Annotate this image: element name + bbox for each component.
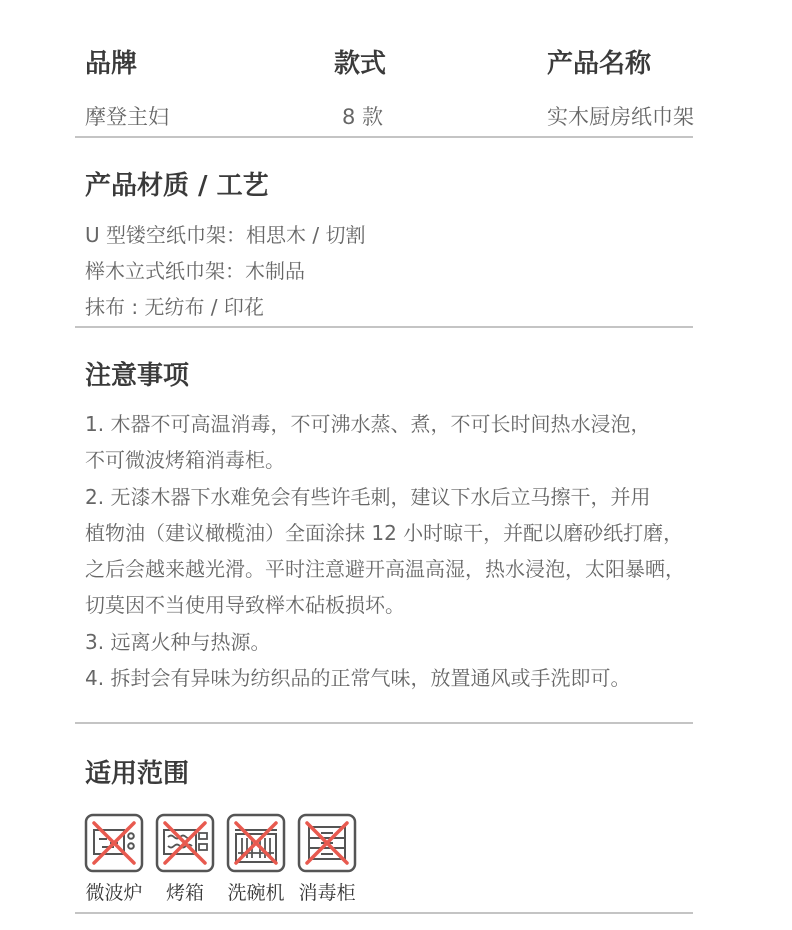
brand-label: 品牌 xyxy=(85,49,138,79)
usage-item-microwave xyxy=(84,813,144,905)
usage-label: 消毒柜 xyxy=(298,882,356,904)
oven-forbidden-icon xyxy=(155,813,215,873)
material-list xyxy=(85,217,365,325)
divider xyxy=(75,912,693,914)
note-line: 之后会越来越光滑。平时注意避开高温高湿，热水浸泡，太阳暴晒， xyxy=(85,557,685,582)
divider xyxy=(75,326,693,328)
material-line: 抹布 : 无纺布 / 印花 xyxy=(85,295,264,319)
material-title: 产品材质 / 工艺 xyxy=(85,171,269,201)
style-label: 款式 xyxy=(334,49,387,79)
note-line: 4. 拆封会有异味为纺织品的正常气味，放置通风或手洗即可。 xyxy=(85,666,631,691)
divider xyxy=(75,136,693,138)
usage-label: 微波炉 xyxy=(85,882,143,904)
note-line: 2. 无漆木器下水难免会有些许毛刺，建议下水后立马擦干，并用 xyxy=(85,484,651,509)
style-value: 8 款 xyxy=(342,105,384,129)
product-name-label: 产品名称 xyxy=(547,49,652,79)
usage-title: 适用范围 xyxy=(85,759,190,789)
dishwasher-forbidden-icon xyxy=(226,813,286,873)
material-line: U 型镂空纸巾架：相思木 / 切割 xyxy=(85,223,366,247)
usage-item-oven xyxy=(155,813,215,905)
brand-value: 摩登主妇 xyxy=(85,105,169,129)
sterilizer-forbidden-icon xyxy=(297,813,357,873)
divider xyxy=(75,722,693,724)
note-line: 3. 远离火种与热源。 xyxy=(85,629,271,654)
usage-item-sterilizer xyxy=(297,813,357,905)
usage-label: 洗碗机 xyxy=(227,882,285,904)
usage-label: 烤箱 xyxy=(165,882,204,904)
usage-icons xyxy=(84,813,357,905)
material-line: 榉木立式纸巾架：木制品 xyxy=(85,259,305,283)
microwave-forbidden-icon xyxy=(84,813,144,873)
usage-item-dishwasher xyxy=(226,813,286,905)
notes-list xyxy=(85,406,685,696)
product-name-value: 实木厨房纸巾架 xyxy=(547,105,694,129)
note-line: 不可微波烤箱消毒柜。 xyxy=(85,448,285,473)
note-line: 切莫因不当使用导致榉木砧板损坏。 xyxy=(85,593,405,618)
notes-title: 注意事项 xyxy=(85,361,190,391)
note-line: 1. 木器不可高温消毒，不可沸水蒸、煮，不可长时间热水浸泡， xyxy=(85,412,651,436)
note-line: 植物油（建议橄榄油）全面涂抹 12 小时晾干，并配以磨砂纸打磨， xyxy=(85,520,684,545)
